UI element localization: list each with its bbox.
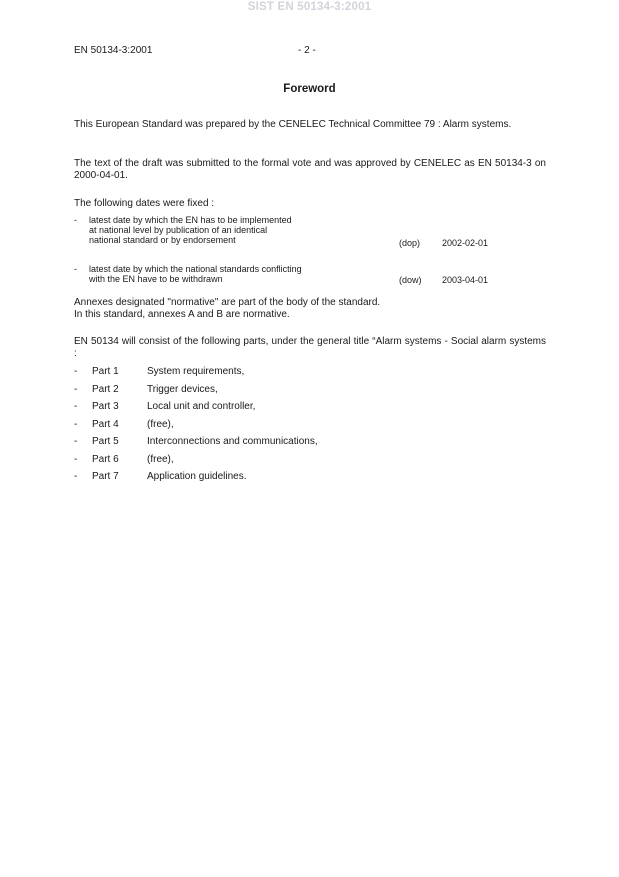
- part-label: Part 3: [92, 401, 119, 412]
- list-dash: -: [74, 401, 78, 412]
- list-dash: -: [74, 383, 78, 395]
- part-description: Local unit and controller,: [147, 401, 256, 412]
- part-label: Part 6: [92, 453, 119, 465]
- header-document-id: EN 50134-3:2001: [74, 45, 153, 56]
- list-dash: -: [74, 436, 78, 447]
- part-description: System requirements,: [147, 366, 245, 377]
- list-dash: -: [74, 418, 78, 430]
- date-item-line: latest date by which the national standards conflicting: [89, 264, 302, 274]
- part-label: Part 4: [92, 418, 119, 430]
- page-title: Foreword: [283, 83, 336, 95]
- date-item-line: at national level by publication of an identical: [89, 225, 268, 235]
- foreword-paragraph-committee: This European Standard was prepared by the CENELEC Technical Committee 79 : Alarm systems.: [74, 119, 512, 130]
- list-dash: -: [74, 264, 77, 274]
- date-value: 2002-02-01: [442, 238, 489, 248]
- list-dash: -: [74, 215, 77, 225]
- part-label: Part 1: [92, 366, 119, 377]
- annexes-line: Annexes designated "normative" are part of the body of the standard.: [74, 297, 381, 308]
- watermark: SIST EN 50134-3:2001: [247, 1, 372, 13]
- date-item-line: national standard or by endorsement: [89, 235, 236, 245]
- date-code: (dop): [399, 238, 421, 248]
- part-label: Part 5: [92, 436, 119, 447]
- part-description: (free),: [147, 418, 174, 430]
- part-description: (free),: [147, 453, 174, 465]
- date-item-text: [89, 215, 292, 245]
- list-dash: -: [74, 453, 78, 465]
- foreword-paragraph-annexes: [74, 297, 546, 320]
- part-label: Part 2: [92, 383, 119, 395]
- annexes-line: In this standard, annexes A and B are normative.: [74, 308, 290, 320]
- list-dash: -: [74, 471, 78, 482]
- date-item-line: latest date by which the EN has to be implemented: [89, 215, 292, 225]
- date-item-line: with the EN have to be withdrawn: [89, 274, 223, 284]
- date-code: (dow): [399, 275, 422, 285]
- part-description: Application guidelines.: [147, 471, 247, 482]
- foreword-paragraph-parts-intro: EN 50134 will consist of the following parts, under the general title “Alarm systems - Social alarm systems :: [74, 336, 546, 359]
- part-description: Interconnections and communications,: [147, 436, 318, 447]
- header-page-number: - 2 -: [298, 45, 316, 56]
- part-label: Part 7: [92, 471, 119, 482]
- foreword-paragraph-dates-intro: The following dates were fixed :: [74, 198, 215, 209]
- date-value: 2003-04-01: [442, 275, 489, 285]
- list-dash: -: [74, 366, 78, 377]
- date-item-text: [89, 264, 302, 284]
- foreword-paragraph-approval: The text of the draft was submitted to the formal vote and was approved by CENELEC as EN 50134-3 on 2000-04-01.: [74, 158, 546, 181]
- part-description: Trigger devices,: [147, 383, 218, 395]
